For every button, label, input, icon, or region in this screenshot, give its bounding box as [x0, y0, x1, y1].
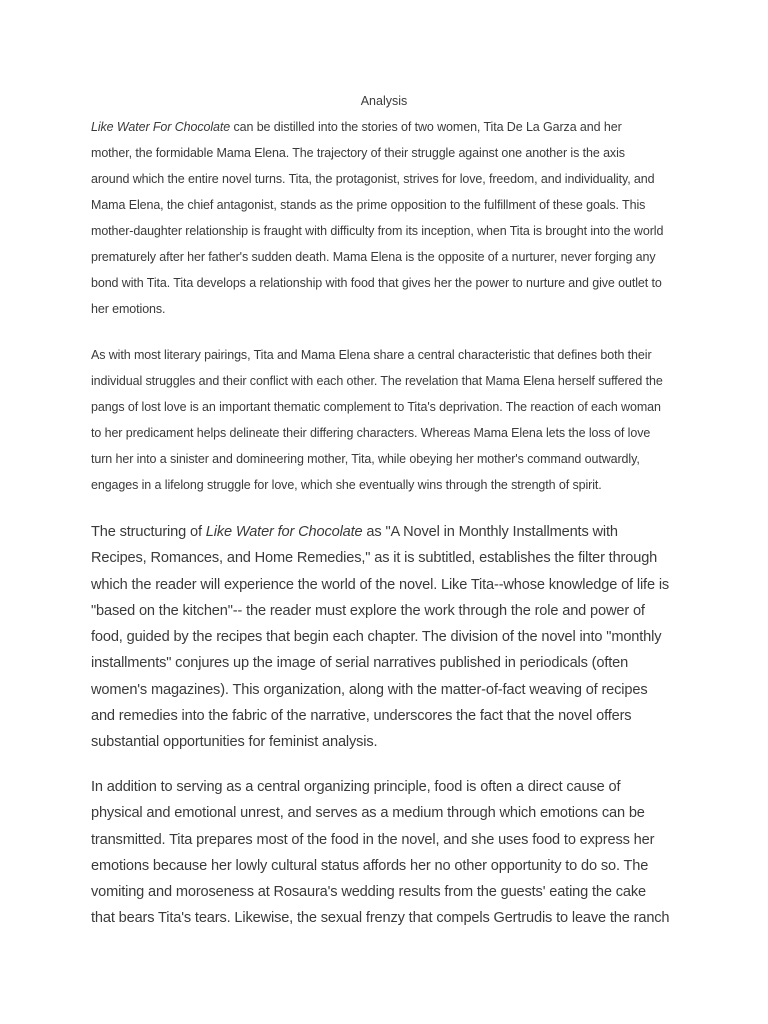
text-line: installments" conjures up the image of serial narratives published in periodicals (often	[91, 655, 629, 672]
text-line: Mama Elena, the chief antagonist, stands as the prime opposition to the fulfillment of these goals. This	[91, 198, 646, 212]
text-line: emotions because her lowly cultural status affords her no other opportunity to do so. The	[91, 857, 649, 874]
text-line: "based on the kitchen"-- the reader must explore the work through the role and power of	[91, 602, 645, 619]
text-line: individual struggles and their conflict with each other. The revelation that Mama Elena herself suffered the	[91, 374, 663, 388]
text-line: around which the entire novel turns. Tita, the protagonist, strives for love, freedom, and individuality, and	[91, 172, 655, 186]
book-title-italic: Like Water For Chocolate	[91, 120, 231, 134]
text-line: As with most literary pairings, Tita and Mama Elena share a central characteristic that defines both their	[91, 348, 652, 362]
book-title-italic: Like Water for Chocolate	[205, 524, 363, 540]
text-line: which the reader will experience the world of the novel. Like Tita--whose knowledge of life is	[91, 576, 670, 593]
text-line: that bears Tita's tears. Likewise, the sexual frenzy that compels Gertrudis to leave the ranch	[91, 910, 670, 927]
text-line: vomiting and moroseness at Rosaura's wedding results from the guests' eating the cake	[91, 884, 646, 901]
paragraph-literary-pairings	[91, 342, 687, 498]
text-line: In addition to serving as a central organizing principle, food is often a direct cause of	[91, 779, 621, 795]
text-line: prematurely after her father's sudden death. Mama Elena is the opposite of a nurturer, never forging any	[91, 250, 656, 264]
text-line: engages in a lifelong struggle for love, which she eventually wins through the strength of spirit.	[91, 478, 602, 492]
text-line: to her predicament helps delineate their differing characters. Whereas Mama Elena lets the loss of love	[91, 426, 651, 440]
text-line: bond with Tita. Tita develops a relationship with food that gives her the power to nurture and give outlet to	[91, 276, 662, 290]
document-title: Analysis	[360, 94, 408, 108]
text-line: food, guided by the recipes that begin each chapter. The division of the novel into "monthly	[91, 629, 662, 646]
text-line: substantial opportunities for feminist analysis.	[91, 734, 378, 751]
paragraph-food-principle	[91, 774, 691, 932]
text-line: Recipes, Romances, and Home Remedies," as it is subtitled, establishes the filter through	[91, 550, 658, 567]
text-line: The structuring of Like Water for Chocolate as "A Novel in Monthly Installments with	[91, 524, 618, 540]
paragraph-structuring	[91, 519, 691, 756]
text-line: women's magazines). This organization, along with the matter-of-fact weaving of recipes	[91, 681, 648, 698]
text-line: turn her into a sinister and domineering mother, Tita, while obeying her mother's command outwardly,	[91, 452, 640, 466]
text-line: her emotions.	[91, 302, 166, 316]
text-line: mother-daughter relationship is fraught with difficulty from its inception, when Tita is brought into the world	[91, 224, 664, 238]
text-line: transmitted. Tita prepares most of the food in the novel, and she uses food to express her	[91, 831, 655, 848]
paragraph-intro	[91, 114, 687, 322]
document-page	[91, 0, 691, 1024]
text-line: physical and emotional unrest, and serves as a medium through which emotions can be	[91, 805, 645, 822]
text-line: mother, the formidable Mama Elena. The trajectory of their struggle against one another is the axis	[91, 146, 625, 160]
text-line: and remedies into the fabric of the narrative, underscores the fact that the novel offers	[91, 708, 632, 725]
text-line: pangs of lost love is an important thematic complement to Tita's deprivation. The reaction of each woman	[91, 400, 661, 414]
text-line: Like Water For Chocolate can be distilled into the stories of two women, Tita De La Garza and her	[91, 120, 622, 134]
